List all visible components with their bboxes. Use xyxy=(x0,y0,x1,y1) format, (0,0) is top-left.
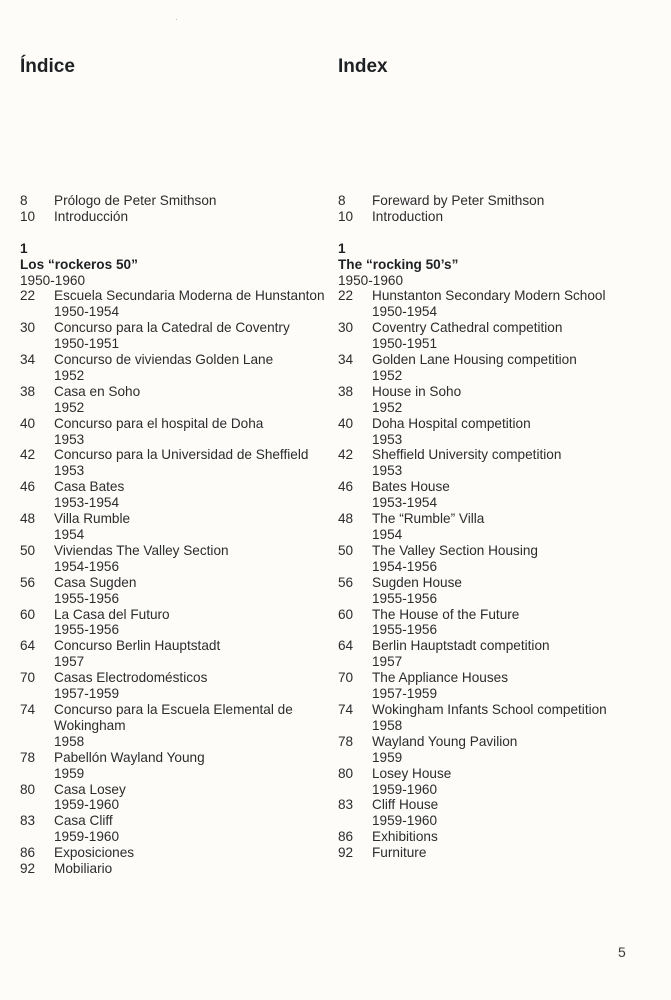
toc-entry-year: 1950-1951 xyxy=(372,336,438,352)
toc-page-number: 86 xyxy=(20,845,36,861)
toc-entry xyxy=(338,447,658,479)
toc-entry-year: 1950-1954 xyxy=(54,304,120,320)
toc-entry xyxy=(338,543,658,575)
toc-page-number: 80 xyxy=(20,781,36,797)
toc-entry-year: 1953 xyxy=(54,463,85,479)
toc-page-number: 30 xyxy=(20,320,36,336)
toc-entry-year: 1955-1956 xyxy=(54,590,120,606)
toc-page-number: 40 xyxy=(20,415,36,431)
toc-entry-title: Viviendas The Valley Section xyxy=(54,542,229,558)
toc-entry-title: Introduction xyxy=(372,208,444,224)
toc-entry-title: Doha Hospital competition xyxy=(372,415,531,431)
toc-entry-year: 1953-1954 xyxy=(54,495,120,511)
toc-entry-title: Concurso para el hospital de Doha xyxy=(54,415,264,431)
section-years: 1950-1960 xyxy=(20,272,86,288)
heading-index: Index xyxy=(338,56,388,77)
toc-entry-year: 1952 xyxy=(372,367,403,383)
toc-page-number: 56 xyxy=(20,574,36,590)
toc-entry xyxy=(338,479,658,511)
toc-entry-year: 1950-1951 xyxy=(54,336,120,352)
toc-entry xyxy=(20,447,330,479)
toc-entry xyxy=(20,638,330,670)
toc-entry-year: 1959 xyxy=(372,749,403,765)
toc-entry-title: Casa Sugden xyxy=(54,574,137,590)
toc-page-number: 50 xyxy=(20,542,36,558)
toc-entry-year: 1952 xyxy=(54,399,85,415)
section-years: 1950-1960 xyxy=(338,272,404,288)
toc-entry-year: 1953 xyxy=(54,431,85,447)
spacer xyxy=(20,225,330,241)
toc-entry-year: 1952 xyxy=(54,367,85,383)
toc-entry-year: 1959-1960 xyxy=(54,797,120,813)
toc-entry xyxy=(338,797,658,829)
toc-page-number: 86 xyxy=(338,829,354,845)
toc-entry-year: 1957-1959 xyxy=(372,686,438,702)
toc-entry xyxy=(20,702,330,750)
toc-entry-title: Sheffield University competition xyxy=(372,447,562,463)
toc-page-number: 83 xyxy=(338,797,354,813)
toc-page-number: 40 xyxy=(338,415,354,431)
toc-entry-year: 1954-1956 xyxy=(372,558,438,574)
toc-entry-title: Casa Bates xyxy=(54,479,125,495)
toc-page-number: 64 xyxy=(338,638,354,654)
section-title: Los “rockeros 50” xyxy=(20,256,138,272)
toc-entry xyxy=(20,384,330,416)
section-number: 1 xyxy=(338,240,346,256)
toc-entry-year: 1950-1954 xyxy=(372,304,438,320)
toc-entry-title: Prólogo de Peter Smithson xyxy=(54,193,217,208)
toc-entry-title: Casa en Soho xyxy=(54,383,141,399)
toc-page-number: 46 xyxy=(338,479,354,495)
toc-entry-title: Coventry Cathedral competition xyxy=(372,320,563,336)
toc-entry xyxy=(20,782,330,814)
toc-entry-year: 1954-1956 xyxy=(54,558,120,574)
toc-entry xyxy=(338,829,658,845)
toc-entry-year: 1953 xyxy=(372,431,403,447)
toc-front-entry xyxy=(20,193,330,209)
toc-entry-title: Wokingham Infants School competition xyxy=(372,701,607,717)
toc-page-number: 80 xyxy=(338,765,354,781)
toc-entry-title: Wayland Young Pavilion xyxy=(372,733,518,749)
spacer xyxy=(338,225,658,241)
toc-entry-title: Concurso para la Catedral de Coventry xyxy=(54,320,290,336)
toc-entry xyxy=(20,320,330,352)
toc-entry-year: 1955-1956 xyxy=(372,590,438,606)
toc-page-number: 74 xyxy=(338,701,354,717)
toc-entry-title: Concurso Berlin Hauptstadt xyxy=(54,638,221,654)
toc-page-number: 92 xyxy=(338,845,354,861)
toc-page-number: 50 xyxy=(338,542,354,558)
toc-entry-title: Exposiciones xyxy=(54,845,135,861)
toc-entry-title: Mobiliario xyxy=(54,861,113,877)
toc-entry-title: Casa Losey xyxy=(54,781,126,797)
toc-entry xyxy=(338,416,658,448)
toc-entry-title: Cliff House xyxy=(372,797,439,813)
toc-entry xyxy=(338,575,658,607)
toc-entry xyxy=(20,575,330,607)
toc-entry xyxy=(338,320,658,352)
toc-entry-title: Hunstanton Secondary Modern School xyxy=(372,288,606,304)
toc-entry-title: Escuela Secundaria Moderna de Hunstanton xyxy=(54,288,325,304)
toc-entry-year: 1952 xyxy=(372,399,403,415)
toc-entry-year: 1954 xyxy=(54,527,85,543)
toc-page-number: 78 xyxy=(20,749,36,765)
toc-entry-title: Exhibitions xyxy=(372,829,438,845)
toc-entry-title: Concurso para la Escuela Elemental de Wokingham xyxy=(54,701,293,733)
toc-page-number: 64 xyxy=(20,638,36,654)
toc-page-number: 60 xyxy=(338,606,354,622)
toc-page-number: 78 xyxy=(338,733,354,749)
toc-entry xyxy=(20,607,330,639)
toc-entry-title: Sugden House xyxy=(372,574,462,590)
toc-entry-year: 1954 xyxy=(372,527,403,543)
toc-page-number: 70 xyxy=(338,670,354,686)
toc-entry-year: 1957 xyxy=(372,654,403,670)
toc-entry-title: Berlin Hauptstadt competition xyxy=(372,638,550,654)
toc-entry-year: 1955-1956 xyxy=(54,622,120,638)
toc-page-number: 60 xyxy=(20,606,36,622)
toc-entry xyxy=(338,734,658,766)
toc-entry-title: Furniture xyxy=(372,845,427,861)
toc-page-number: 30 xyxy=(338,320,354,336)
toc-page-number: 42 xyxy=(338,447,354,463)
toc-page-number: 70 xyxy=(20,670,36,686)
toc-entry-year: 1957-1959 xyxy=(54,686,120,702)
toc-page-number: 46 xyxy=(20,479,36,495)
toc-entry-year: 1959 xyxy=(54,765,85,781)
toc-page-number: 48 xyxy=(338,511,354,527)
toc-front-entry xyxy=(338,193,658,209)
toc-column-spanish xyxy=(20,193,330,877)
toc-entry xyxy=(338,638,658,670)
toc-page-number: 38 xyxy=(20,383,36,399)
toc-entry xyxy=(20,845,330,861)
toc-page-number: 92 xyxy=(20,861,36,877)
toc-entry-title: Concurso de viviendas Golden Lane xyxy=(54,352,274,368)
toc-page-number: 48 xyxy=(20,511,36,527)
toc-entry-title: Concurso para la Universidad de Sheffield xyxy=(54,447,309,463)
toc-entry-title: Losey House xyxy=(372,765,452,781)
toc-entry-year: 1953 xyxy=(372,463,403,479)
toc-entry-year: 1959-1960 xyxy=(372,813,438,829)
toc-entry xyxy=(20,670,330,702)
toc-page-number: 42 xyxy=(20,447,36,463)
toc-page-number: 22 xyxy=(20,288,36,304)
toc-entry-title: The Appliance Houses xyxy=(372,670,509,686)
toc-entry xyxy=(20,511,330,543)
toc-entry-title: Bates House xyxy=(372,479,450,495)
toc-front-entry xyxy=(338,209,658,225)
toc-entry-title: Foreward by Peter Smithson xyxy=(372,193,545,208)
page-number: 5 xyxy=(618,944,626,960)
toc-page-number: 22 xyxy=(338,288,354,304)
toc-entry-year: 1958 xyxy=(372,717,403,733)
toc-entry xyxy=(338,352,658,384)
toc-page-number: 10 xyxy=(20,208,36,224)
toc-entry-year: 1959-1960 xyxy=(372,781,438,797)
toc-page-number: 56 xyxy=(338,574,354,590)
toc-entry-year: 1953-1954 xyxy=(372,495,438,511)
toc-entry xyxy=(20,288,330,320)
heading-indice: Índice xyxy=(20,56,75,77)
section-number: 1 xyxy=(20,240,28,256)
toc-page-number: 83 xyxy=(20,813,36,829)
toc-entry xyxy=(338,607,658,639)
section-title: The “rocking 50’s” xyxy=(338,256,459,272)
toc-entry-title: The Valley Section Housing xyxy=(372,542,538,558)
toc-entry-title: Casas Electrodomésticos xyxy=(54,670,208,686)
toc-page-number: 10 xyxy=(338,208,354,224)
toc-page-number: 8 xyxy=(338,193,346,208)
toc-entry xyxy=(20,750,330,782)
toc-entry-title: Introducción xyxy=(54,208,129,224)
toc-entry-year: 1958 xyxy=(54,733,85,749)
toc-entry xyxy=(338,511,658,543)
toc-entry-year: 1955-1956 xyxy=(372,622,438,638)
toc-entry-title: The House of the Future xyxy=(372,606,520,622)
scan-speck xyxy=(176,19,177,20)
toc-entry xyxy=(20,813,330,845)
toc-entry-title: Casa Cliff xyxy=(54,813,113,829)
toc-entry xyxy=(338,384,658,416)
toc-entry-year: 1957 xyxy=(54,654,85,670)
toc-entry-title: The “Rumble” Villa xyxy=(372,511,485,527)
toc-entry-title: La Casa del Futuro xyxy=(54,606,170,622)
toc-entry xyxy=(20,352,330,384)
toc-page-number: 34 xyxy=(20,352,36,368)
toc-entry-title: Villa Rumble xyxy=(54,511,131,527)
toc-entry xyxy=(20,543,330,575)
toc-entry xyxy=(338,288,658,320)
toc-entry-title: Golden Lane Housing competition xyxy=(372,352,577,368)
toc-entry xyxy=(20,479,330,511)
toc-entry xyxy=(338,670,658,702)
toc-entry xyxy=(338,766,658,798)
toc-entry-title: House in Soho xyxy=(372,383,462,399)
toc-entry-year: 1959-1960 xyxy=(54,829,120,845)
toc-entry-title: Pabellón Wayland Young xyxy=(54,749,205,765)
toc-entry xyxy=(338,702,658,734)
toc-column-english xyxy=(338,193,658,861)
toc-front-entry xyxy=(20,209,330,225)
toc-page-number: 74 xyxy=(20,701,36,717)
toc-entry xyxy=(338,845,658,861)
toc-entry xyxy=(20,861,330,877)
toc-page-number: 8 xyxy=(20,193,28,208)
toc-page-number: 34 xyxy=(338,352,354,368)
toc-entry xyxy=(20,416,330,448)
toc-page-number: 38 xyxy=(338,383,354,399)
